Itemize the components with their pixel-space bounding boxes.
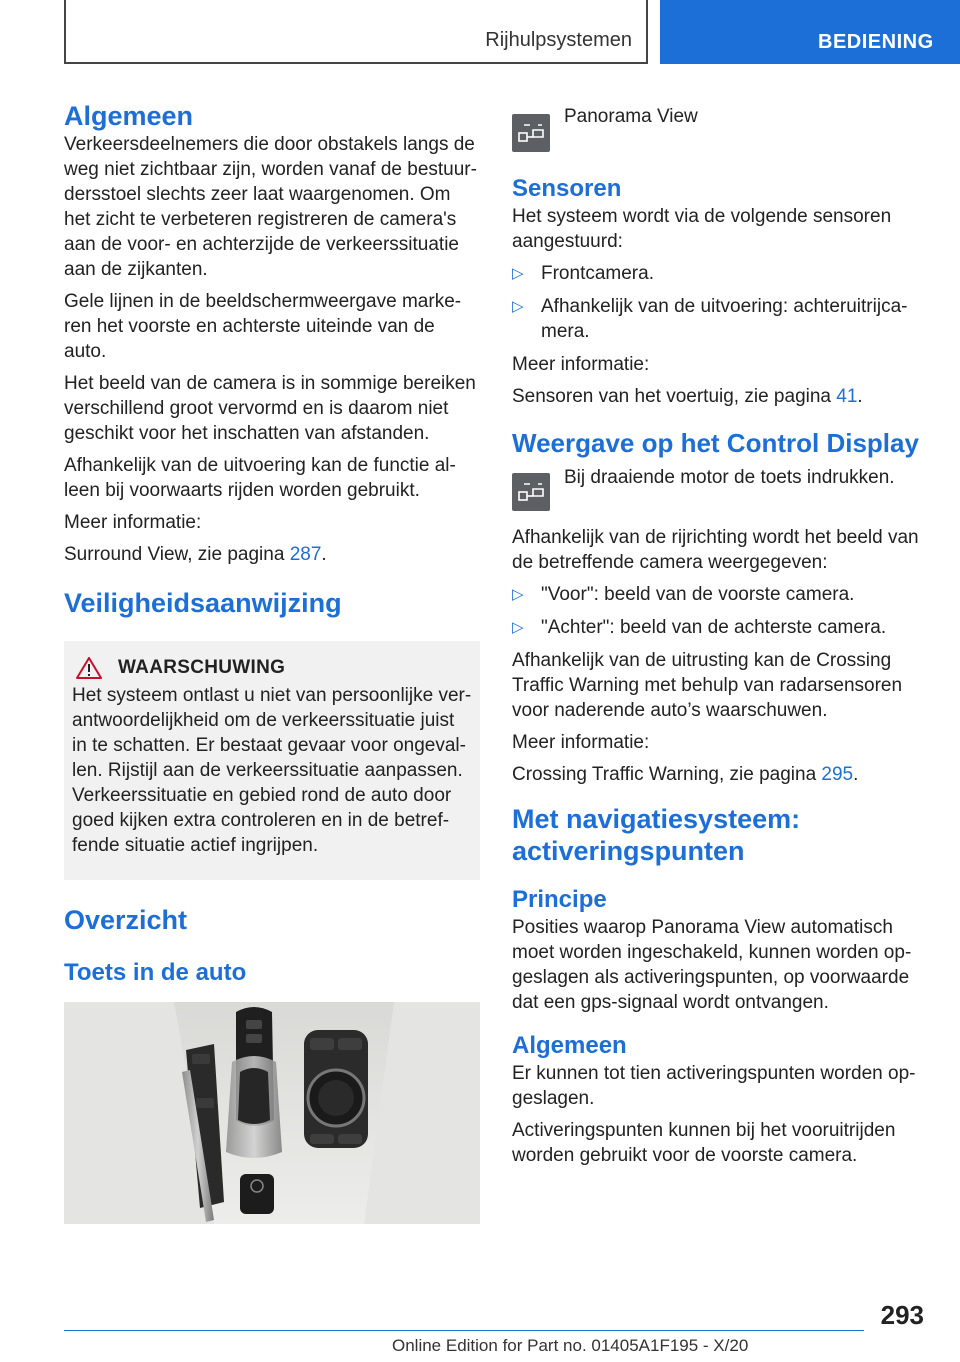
panorama-view-button-icon	[512, 114, 550, 152]
list-item	[512, 615, 924, 640]
heading-algemeen-nav: Algemeen	[512, 1032, 627, 1059]
panorama-view-button-icon	[512, 473, 550, 511]
step-text: Bij draaiende motor de toets indrukken.	[564, 467, 895, 488]
triangle-bullet-icon: ▷	[512, 298, 524, 315]
triangle-bullet-icon: ▷	[512, 619, 524, 636]
header-chapter-title: BEDIENING	[818, 31, 934, 53]
vehicle-console-photo	[64, 1002, 480, 1224]
list-item-text: "Achter": beeld van de achterste camera.	[541, 617, 887, 638]
paragraph: Afhankelijk van de uitrusting kan de Crossing Traffic Warning met behulp van radarsensoren voor naderende auto’s waarschuwen.	[512, 650, 903, 721]
heading-principe: Principe	[512, 886, 607, 913]
warning-title	[72, 657, 472, 679]
cross-reference	[64, 542, 480, 567]
list-item-text: Frontcamera.	[541, 263, 654, 284]
warning-triangle-icon	[76, 657, 102, 679]
left-column	[64, 100, 480, 1224]
list-item	[512, 261, 924, 286]
cross-reference	[512, 762, 924, 787]
paragraph: Afhankelijk van de uitvoering kan de functie alleen bij voorwaarts rijden worden gebruikt.	[64, 455, 456, 501]
panorama-view-label: Panorama View	[564, 106, 698, 127]
heading-algemeen: Algemeen	[64, 101, 194, 131]
paragraph: Posities waarop Panorama View automatisch moet worden ingeschakeld, kunnen worden opgeslagen als activeringspunten, op voorwaarde dat een gps-signaal wordt ontvangen.	[512, 917, 912, 1013]
paragraph: Gele lijnen in de beeldschermweergave markeren het voorste en achterste uiteinde van de auto.	[64, 291, 462, 362]
warning-label: WAARSCHUWING	[118, 657, 286, 678]
more-info-label: Meer informatie:	[512, 354, 650, 375]
page-link-287[interactable]: 287	[289, 544, 322, 565]
triangle-bullet-icon: ▷	[512, 265, 524, 282]
right-column	[512, 104, 924, 1175]
footer-edition: Online Edition for Part no. 01405A1F195 - X/20	[392, 1336, 749, 1355]
button-step-row	[512, 459, 924, 511]
list-item-text: Afhankelijk van de uitvoering: achteruitrijcamera.	[541, 296, 908, 342]
paragraph: Afhankelijk van de rijrichting wordt het beeld van de betreffende camera weergegeven:	[512, 527, 919, 573]
heading-sensoren: Sensoren	[512, 175, 622, 202]
warning-box	[64, 641, 480, 880]
cross-reference-end: .	[857, 386, 863, 407]
list-item	[512, 582, 924, 607]
paragraph: Verkeersdeelnemers die door obstakels langs de weg niet zichtbaar zijn, worden vanaf de bestuurdersstoel slechts zeer laat waargenomen. Om het zicht te verbeteren registreren de camera's aan de voor- en achterzijde de verkeerssituatie aan de zijkanten.	[64, 134, 477, 280]
page-number: 293	[880, 1300, 924, 1330]
paragraph: Er kunnen tot tien activeringspunten worden opgeslagen.	[512, 1063, 916, 1109]
heading-weergave: Weergave op het Control Display	[512, 428, 919, 458]
header-section-title: Rijhulpsystemen	[485, 29, 632, 51]
list-item	[512, 294, 924, 344]
sensor-list	[512, 261, 924, 344]
camera-view-icon	[516, 481, 546, 503]
more-info-label: Meer informatie:	[512, 732, 650, 753]
cross-reference	[512, 384, 924, 409]
heading-toets: Toets in de auto	[64, 959, 247, 986]
cross-reference-text: Sensoren van het voertuig, zie pagina	[512, 386, 837, 407]
heading-navigatie: Met navigatiesysteem: activeringspunten	[512, 804, 801, 866]
cross-reference-text: Surround View, zie pagina	[64, 544, 290, 565]
header-chapter-tab	[660, 0, 960, 64]
page-link-41[interactable]: 41	[836, 386, 858, 407]
paragraph: Activeringspunten kunnen bij het vooruitrijden worden gebruikt voor de voorste camera.	[512, 1120, 896, 1166]
heading-veiligheid: Veiligheidsaanwijzing	[64, 588, 342, 618]
button-panorama-row	[512, 104, 924, 152]
console-illustration	[64, 1002, 480, 1224]
header-section-tab	[64, 0, 648, 64]
footer-divider	[64, 1330, 864, 1331]
paragraph: Het beeld van de camera is in sommige bereiken verschillend groot vervormd en is daarom niet geschikt voor het inschatten van afstanden.	[64, 373, 476, 444]
heading-overzicht: Overzicht	[64, 905, 188, 935]
cross-reference-end: .	[853, 764, 859, 785]
list-item-text: "Voor": beeld van de voorste camera.	[541, 584, 855, 605]
triangle-bullet-icon: ▷	[512, 586, 524, 603]
view-list	[512, 582, 924, 640]
cross-reference-end: .	[321, 544, 327, 565]
cross-reference-text: Crossing Traffic Warning, zie pagina	[512, 764, 822, 785]
page-link-295[interactable]: 295	[821, 764, 854, 785]
warning-text: Het systeem ontlast u niet van persoonlijke verantwoordelijkheid om de verkeerssituatie juist in te schatten. Er bestaat gevaar voor ongevallen. Rijstijl aan de verkeerssituatie aanpassen. Verkeerssituatie en gebied rond de auto door goed kijken extra controleren en in de betreffende situatie actief ingrijpen.	[72, 685, 472, 856]
paragraph: Het systeem wordt via de volgende sensoren aangestuurd:	[512, 206, 892, 252]
camera-view-icon	[516, 122, 546, 144]
more-info-label: Meer informatie:	[64, 512, 202, 533]
